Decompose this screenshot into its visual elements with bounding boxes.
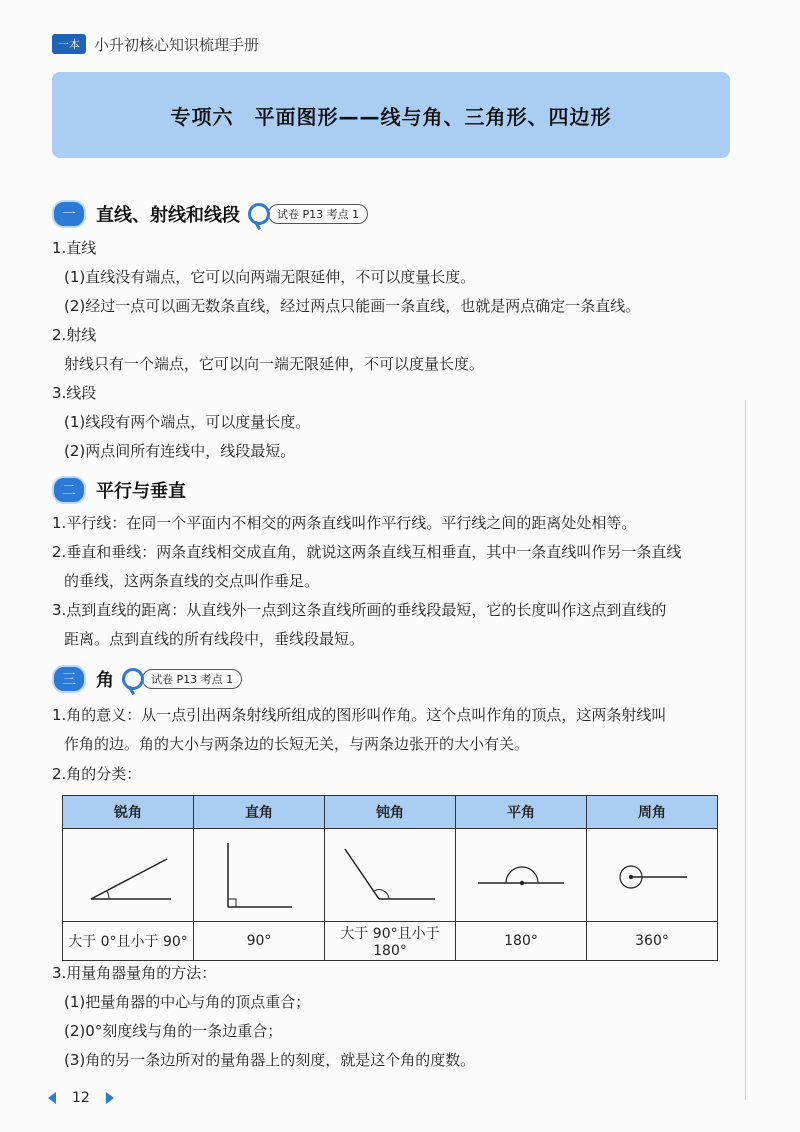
full-angle-figure xyxy=(587,829,718,922)
page-header xyxy=(52,30,259,58)
obtuse-angle-diagram xyxy=(325,829,455,917)
prev-page-arrow-icon[interactable] xyxy=(48,1092,56,1104)
acute-angle-diagram xyxy=(63,829,193,917)
right-angle-figure xyxy=(194,829,325,922)
section-number: 三 xyxy=(52,665,86,693)
section-title: 直线、射线和线段 xyxy=(96,205,240,226)
value-cell: 180° xyxy=(456,922,587,961)
text-line: (2)0°刻度线与角的一条边重合； xyxy=(64,1022,283,1040)
page-edge-divider xyxy=(745,400,746,1100)
text-line: 3.线段 xyxy=(52,384,97,402)
text-line: 的垂线，这两条直线的交点叫作垂足。 xyxy=(64,572,320,590)
text-line: (2)两点间所有连线中，线段最短。 xyxy=(64,442,296,460)
text-line: (3)角的另一条边所对的量角器上的刻度，就是这个角的度数。 xyxy=(64,1051,476,1069)
magnifier-icon xyxy=(248,203,270,225)
text-line: 作角的边。角的大小与两条边的长短无关，与两条边张开的大小有关。 xyxy=(64,735,530,753)
reference-label: 试卷 P13 考点 1 xyxy=(142,669,242,689)
text-line: 1.角的意义：从一点引出两条射线所组成的图形叫作角。这个点叫作角的顶点，这两条射线叫 xyxy=(52,706,667,724)
text-line: 2.射线 xyxy=(52,326,97,344)
value-cell: 360° xyxy=(587,922,718,961)
text-line: 3.用量角器量角的方法： xyxy=(52,964,217,982)
header-cell: 直角 xyxy=(194,796,325,829)
header-cell: 钝角 xyxy=(325,796,456,829)
straight-angle-diagram xyxy=(456,829,586,917)
header-cell: 周角 xyxy=(587,796,718,829)
straight-angle-figure xyxy=(456,829,587,922)
magnifier-icon xyxy=(122,668,144,690)
text-line: 2.角的分类： xyxy=(52,765,142,783)
reference-label: 试卷 P13 考点 1 xyxy=(268,204,368,224)
section-title: 平行与垂直 xyxy=(96,481,186,502)
full-angle-diagram xyxy=(587,829,717,917)
section-heading-3 xyxy=(52,665,242,693)
chapter-banner xyxy=(52,72,730,158)
section-number: 二 xyxy=(52,476,86,504)
angle-classification-table xyxy=(62,795,718,961)
text-line: 1.直线 xyxy=(52,239,97,257)
right-angle-diagram xyxy=(194,829,324,917)
table-header-row xyxy=(63,796,718,829)
text-line: (1)线段有两个端点，可以度量长度。 xyxy=(64,413,311,431)
text-line: (2)经过一点可以画无数条直线，经过两点只能画一条直线，也就是两点确定一条直线。 xyxy=(64,297,641,315)
value-cell: 大于 90°且小于 180° xyxy=(325,922,456,961)
next-page-arrow-icon[interactable] xyxy=(106,1092,114,1104)
text-line: (1)直线没有端点，它可以向两端无限延伸，不可以度量长度。 xyxy=(64,268,476,286)
value-cell: 大于 0°且小于 90° xyxy=(63,922,194,961)
chapter-title: 专项六 平面图形——线与角、三角形、四边形 xyxy=(170,104,612,129)
section-heading-2 xyxy=(52,476,186,504)
acute-angle-figure xyxy=(63,829,194,922)
header-cell: 平角 xyxy=(456,796,587,829)
text-line: (1)把量角器的中心与角的顶点重合； xyxy=(64,993,311,1011)
section-heading-1 xyxy=(52,200,368,228)
book-title: 小升初核心知识梳理手册 xyxy=(94,35,260,54)
exam-reference xyxy=(122,668,242,690)
section-number: 一 xyxy=(52,200,86,228)
text-line: 3.点到直线的距离：从直线外一点到这条直线所画的垂线段最短，它的长度叫作这点到直线的 xyxy=(52,601,667,619)
header-cell: 锐角 xyxy=(63,796,194,829)
text-line: 2.垂直和垂线：两条直线相交成直角，就说这两条直线互相垂直，其中一条直线叫作另一条直线 xyxy=(52,543,682,561)
table-value-row xyxy=(63,922,718,961)
section-title: 角 xyxy=(96,670,114,691)
page-footer xyxy=(48,1090,114,1106)
text-line: 1.平行线：在同一个平面内不相交的两条直线叫作平行线。平行线之间的距离处处相等。 xyxy=(52,514,637,532)
text-line: 射线只有一个端点，它可以向一端无限延伸，不可以度量长度。 xyxy=(64,355,485,373)
value-cell: 90° xyxy=(194,922,325,961)
obtuse-angle-figure xyxy=(325,829,456,922)
text-line: 距离。点到直线的所有线段中，垂线段最短。 xyxy=(64,630,365,648)
exam-reference xyxy=(248,203,368,225)
page-number: 12 xyxy=(72,1090,90,1106)
table-figure-row xyxy=(63,829,718,922)
publisher-logo: 一本 xyxy=(52,34,86,54)
